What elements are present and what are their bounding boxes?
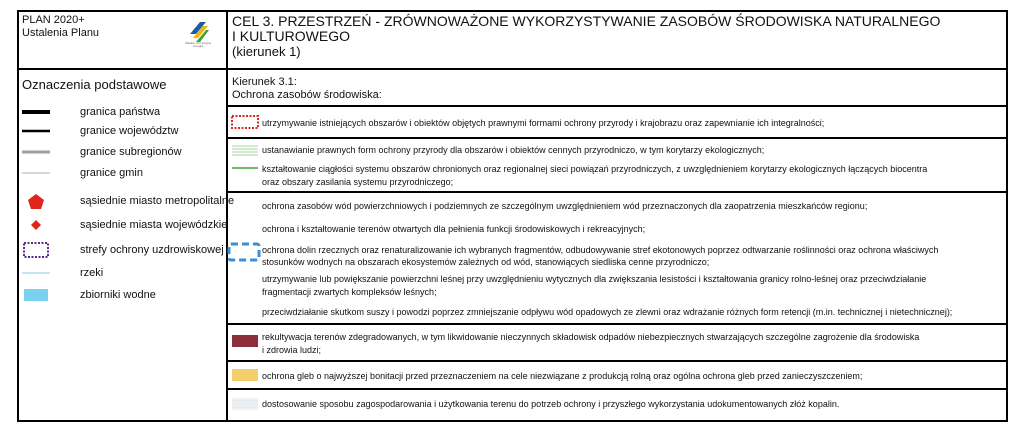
plan-title: PLAN 2020+ [22, 14, 85, 26]
legend-label: zbiorniki wodne [80, 289, 156, 301]
measure-text: dostosowanie sposobu zagospodarowania i użytkowania terenu do potrzeb ochrony i przyszłego wykorzystania udokumentowanych złóż kopalin. [262, 399, 840, 409]
plan-header [22, 14, 99, 40]
measure-text: fragmentacji zwartych kompleksów leśnych; [262, 287, 437, 297]
measure-text: przeciwdziałanie skutkom suszy i powodzi poprzez zmniejszanie odpływu wód opadowych ze zlewni oraz wdrażanie różnych form retencji (m.in. technicznej i nietechnicznej); [262, 307, 953, 317]
thick-black-line-icon [22, 104, 50, 120]
goal-title: CEL 3. PRZESTRZEŃ - ZRÓWNOWAŻONE WYKORZYSTYWANIE ZASOBÓW ŚRODOWISKA NATURALNEGO [232, 13, 941, 29]
measure-text: ochrona i kształtowanie terenów otwartych dla pełnienia funkcji środowiskowych i rekreacyjnych; [262, 224, 646, 234]
measure-text: stosunków wodnych na obszarach ekosystemów zależnych od wód, stanowiących siedliska cenne przyrodniczo; [262, 257, 710, 267]
legend-label: rzeki [80, 267, 104, 279]
legend-item-voivodeship-city [22, 217, 227, 233]
blue-dashed-valley-icon [226, 241, 262, 263]
yellow-soil-icon [230, 367, 260, 383]
legend-label: strefy ochrony uzdrowiskowej [80, 244, 224, 256]
legend-item-rivers [22, 265, 103, 281]
measure-text: ochrona gleb o najwyższej bonitacji przed przeznaczeniem na cele niezwiązane z produkcją rolną oraz ogólna ochrona gleb przed zanieczyszczeniem; [262, 371, 863, 381]
legend-item-commune-border [22, 165, 143, 181]
legend-label: granica państwa [80, 106, 161, 118]
direction-subtitle: Ochrona zasobów środowiska: [232, 89, 382, 101]
red-pentagon-icon [22, 192, 50, 210]
thin-gray-line-icon [22, 165, 50, 181]
logo-caption: Śląskie. Pozytywna energia [185, 41, 211, 48]
measure-text: i zdrowia ludzi; [262, 345, 322, 355]
measure-box-4 [228, 325, 1006, 362]
legend-label: granice subregionów [80, 146, 182, 158]
legend-label: granice gmin [80, 167, 143, 179]
measure-text: utrzymywanie istniejących obszarów i obiektów objętych prawnymi formami ochrony przyrody i krajobrazu oraz zapewnianie ich integralności; [262, 118, 825, 128]
pale-green-lines-icon [230, 143, 260, 157]
green-corridor-line-icon [230, 164, 260, 172]
legend-label: granice województw [80, 125, 179, 137]
legend-item-metro-city [22, 193, 234, 209]
legend-label: sąsiednie miasta wojewódzkie [80, 219, 228, 231]
gray-line-icon [22, 144, 50, 160]
pale-mineral-deposits-icon [230, 396, 260, 412]
goal-header [232, 14, 1002, 59]
measure-text: ustanawianie prawnych form ochrony przyrody dla obszarów i obiektów cennych przyrodniczo, w tym korytarzy ekologicznych; [262, 145, 765, 155]
direction-title: Kierunek 3.1: [232, 76, 297, 88]
plan-subtitle: Ustalenia Planu [22, 27, 100, 39]
legend-item-country-border [22, 104, 160, 120]
goal-direction: (kierunek 1) [232, 44, 301, 59]
measure-text: ochrona zasobów wód powierzchniowych i podziemnych ze szczególnym uwzględnieniem wód przeznaczonych dla zaopatrzenia mieszkańców regionu; [262, 201, 868, 211]
legend-title: Oznaczenia podstawowe [22, 77, 167, 92]
legend-item-water-bodies [22, 287, 156, 303]
legend-label: sąsiednie miasto metropolitalne [80, 195, 235, 207]
measure-text: oraz obszary zasilania systemu przyrodniczego; [262, 177, 454, 187]
light-blue-box-icon [22, 287, 50, 303]
black-line-icon [22, 123, 50, 139]
legend-item-spa-zone [22, 242, 224, 258]
legend-item-subregion-border [22, 144, 182, 160]
legend-item-voivodeship-border [22, 123, 178, 139]
protected-area-dotted-icon [230, 114, 260, 130]
measure-text: kształtowanie ciągłości systemu obszarów chronionych oraz regionalnej sieci powiązań przyrodniczych, z uwzględnieniem korytarzy ekologicznych łączących biocentra [262, 164, 928, 174]
purple-dotted-box-icon [22, 241, 50, 259]
light-blue-line-icon [22, 265, 50, 281]
direction-box [228, 68, 1006, 107]
measure-text: rekultywacja terenów zdegradowanych, w tym likwidowanie nieczynnych składowisk odpadów niebezpiecznych stwarzających szczególne zagrożenie dla środowiska [262, 332, 920, 342]
measure-text: ochrona dolin rzecznych oraz renaturalizowanie ich wybranych fragmentów, odbudowywanie stref ekotonowych poprzez odtwarzanie roślinności oraz ochrona właściwych [262, 245, 939, 255]
goal-title-line2: I KULTUROWEGO [232, 28, 350, 44]
maroon-degraded-land-icon [230, 333, 260, 349]
red-diamond-icon [22, 217, 50, 233]
measure-text: utrzymywanie lub powiększanie powierzchni leśnej przy uwzględnieniu wytycznych dla zwiększania lesistości i kształtowania granicy rolno-leśnej oraz przeciwdziałanie [262, 274, 927, 284]
